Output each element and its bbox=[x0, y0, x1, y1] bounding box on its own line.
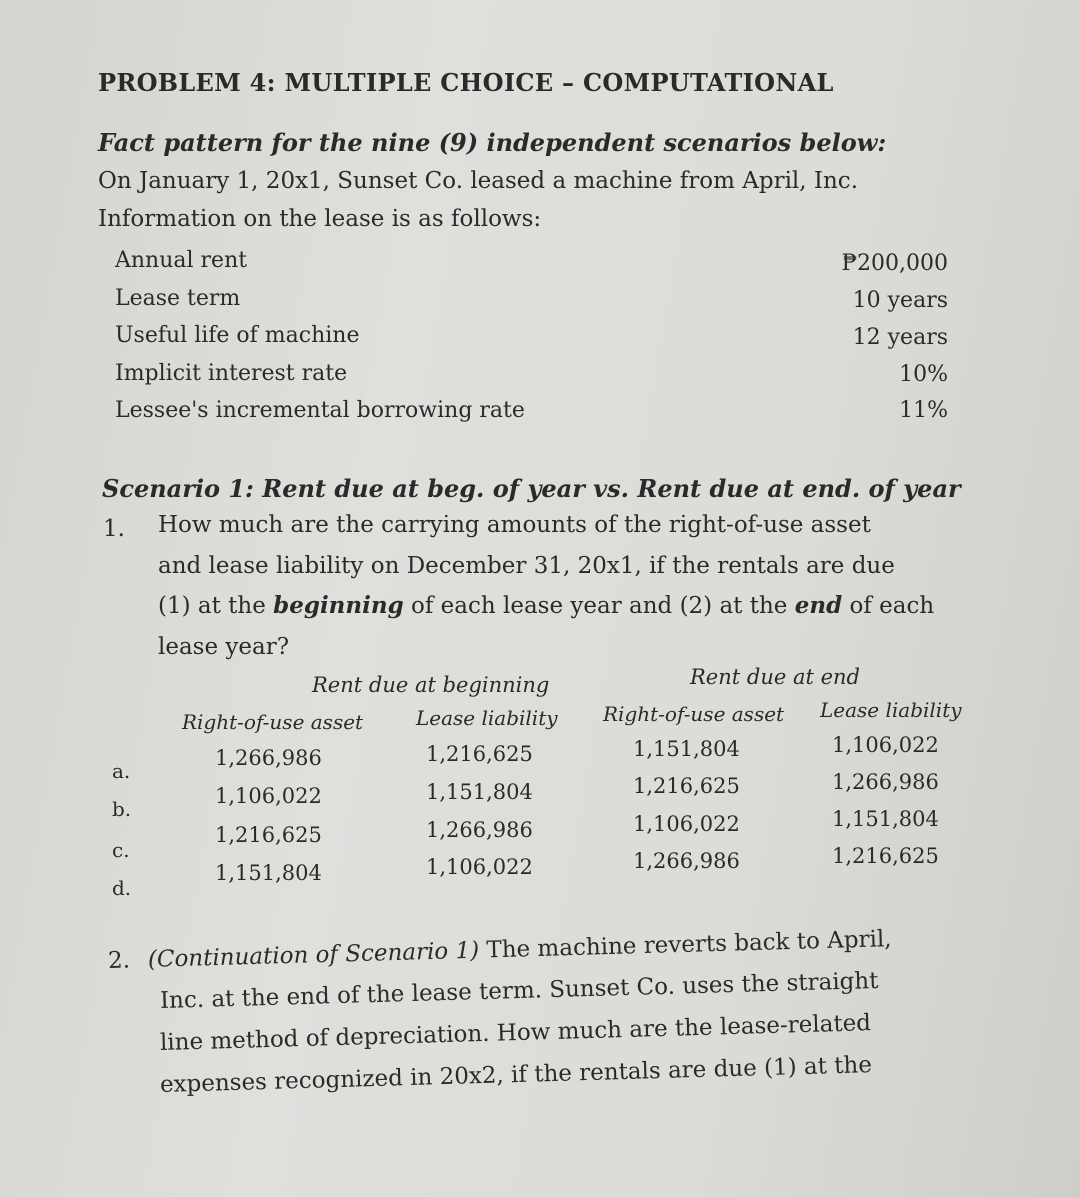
lease-info-value: 11% bbox=[899, 398, 948, 423]
table-cell: 1,151,804 bbox=[633, 737, 740, 761]
lease-info-label: Implicit interest rate bbox=[115, 361, 348, 386]
option-letter: d. bbox=[112, 876, 132, 900]
lease-info-value: 12 years bbox=[852, 325, 948, 350]
question-2-line-2: Inc. at the end of the lease term. Sunset Co. uses the straight bbox=[159, 967, 879, 1014]
table-cell: 1,266,986 bbox=[426, 818, 533, 842]
column-header-rou-asset: Right-of-use asset bbox=[182, 710, 364, 734]
option-letter: a. bbox=[112, 759, 131, 783]
lease-info-label: Lease term bbox=[115, 286, 241, 311]
question-2-line-3: line method of depreciation. How much are the lease-related bbox=[159, 1010, 872, 1056]
column-header-lease-liability: Lease liability bbox=[416, 706, 558, 730]
table-cell: 1,151,804 bbox=[832, 807, 939, 831]
question-1-number: 1. bbox=[103, 516, 125, 542]
column-header-rou-asset: Right-of-use asset bbox=[603, 702, 785, 726]
table-cell: 1,216,625 bbox=[426, 742, 533, 766]
table-cell: 1,216,625 bbox=[215, 823, 322, 847]
table-cell: 1,106,022 bbox=[832, 733, 939, 757]
table-cell: 1,106,022 bbox=[215, 784, 322, 808]
group-header-beginning: Rent due at beginning bbox=[312, 673, 550, 697]
q1-line3-part-c: of each bbox=[842, 593, 935, 619]
option-letter: c. bbox=[112, 838, 130, 862]
column-header-lease-liability: Lease liability bbox=[820, 698, 962, 722]
question-1-line-1: How much are the carrying amounts of the right-of-use asset bbox=[158, 512, 871, 538]
question-1-line-2: and lease liability on December 31, 20x1, if the rentals are due bbox=[158, 553, 895, 579]
table-cell: 1,216,625 bbox=[633, 774, 740, 798]
question-2-line-1 bbox=[108, 926, 892, 974]
lease-info-label: Useful life of machine bbox=[115, 323, 360, 348]
table-cell: 1,106,022 bbox=[633, 812, 740, 836]
q2-line1-rest: The machine reverts back to April, bbox=[478, 926, 892, 964]
q1-emphasis-beginning: beginning bbox=[273, 592, 404, 619]
lease-info-value: ₱200,000 bbox=[841, 251, 948, 276]
intro-line-1: On January 1, 20x1, Sunset Co. leased a machine from April, Inc. bbox=[98, 168, 858, 194]
intro-line-2: Information on the lease is as follows: bbox=[98, 206, 542, 232]
lease-info-label: Lessee's incremental borrowing rate bbox=[115, 398, 525, 423]
lease-info-value: 10% bbox=[899, 362, 948, 387]
table-cell: 1,151,804 bbox=[426, 780, 533, 804]
table-cell: 1,266,986 bbox=[633, 849, 740, 873]
lease-info-value: 10 years bbox=[852, 288, 948, 313]
q1-emphasis-end: end bbox=[794, 592, 843, 619]
group-header-end: Rent due at end bbox=[690, 665, 860, 689]
question-1-line-3 bbox=[158, 592, 934, 619]
table-cell: 1,266,986 bbox=[215, 746, 322, 770]
question-2-number: 2. bbox=[107, 947, 131, 974]
question-1-line-4: lease year? bbox=[158, 634, 290, 660]
table-cell: 1,151,804 bbox=[215, 861, 322, 885]
table-cell: 1,106,022 bbox=[426, 855, 533, 879]
q1-line3-part-b: of each lease year and (2) at the bbox=[403, 593, 795, 619]
q1-line3-part-a: (1) at the bbox=[158, 593, 274, 619]
table-cell: 1,216,625 bbox=[832, 844, 939, 868]
lease-info-label: Annual rent bbox=[115, 248, 248, 273]
option-letter: b. bbox=[112, 797, 132, 821]
fact-pattern-heading: Fact pattern for the nine (9) independent scenarios below: bbox=[98, 128, 887, 157]
problem-title: PROBLEM 4: MULTIPLE CHOICE – COMPUTATIONAL bbox=[98, 68, 834, 97]
q2-continuation-note: (Continuation of Scenario 1) bbox=[147, 937, 480, 973]
scenario-1-heading: Scenario 1: Rent due at beg. of year vs. Rent due at end. of year bbox=[102, 474, 961, 503]
question-2-line-4: expenses recognized in 20x2, if the rentals are due (1) at the bbox=[159, 1052, 873, 1098]
table-cell: 1,266,986 bbox=[832, 770, 939, 794]
